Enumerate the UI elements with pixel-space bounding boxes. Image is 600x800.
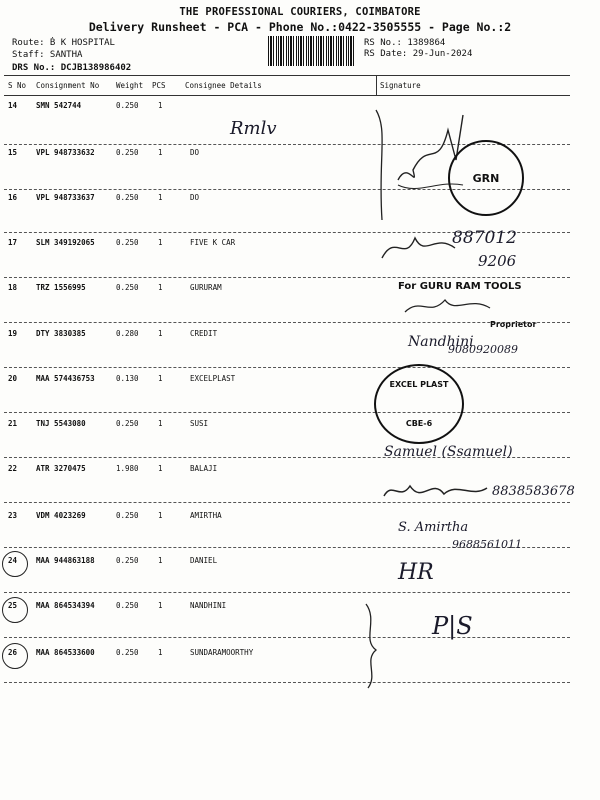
cell-consignee: FIVE K CAR [190,238,236,247]
cell-sno: 25 [8,601,18,610]
cell-pcs: 1 [158,556,163,565]
cell-weight: 0.130 [116,374,139,383]
signature-five-k-car [380,228,460,268]
cell-sno: 23 [8,511,18,520]
grn-stamp-text: GRN [472,171,500,185]
signature-gururam [400,292,510,320]
proprietor-label: Proprietor [490,320,537,329]
handwritten-ps: P|S [432,612,473,640]
cell-consignee: BALAJI [190,464,218,473]
cell-weight: 0.250 [116,511,139,520]
cell-sno: 14 [8,101,18,110]
cell-consignee: EXCELPLAST [190,374,236,383]
cell-pcs: 1 [158,374,163,383]
col-consignment: Consignment No [36,81,100,90]
cell-consignment: MAA 574436753 [36,374,95,383]
cell-weight: 0.250 [116,101,139,110]
cell-consignment: MAA 944863188 [36,556,95,565]
cell-consignee: DO [190,148,200,157]
row-separator [4,592,570,593]
signature-balaji [382,476,492,506]
rs-date: RS Date: 29-Jun-2024 [364,49,473,59]
handwritten-phone-1: 887012 [452,228,517,248]
handwritten-amirtha: S. Amirtha [398,520,469,535]
cell-pcs: 1 [158,511,163,520]
cell-consignee: CREDIT [190,329,218,338]
row-separator [4,277,570,278]
cell-sno: 21 [8,419,18,428]
cell-sno: 16 [8,193,18,202]
cell-consignee: GURURAM [190,283,222,292]
row-separator [4,682,570,683]
cell-weight: 0.250 [116,601,139,610]
cell-weight: 0.250 [116,283,139,292]
cell-consignment: MAA 864533600 [36,648,95,657]
row-separator [4,637,570,638]
runsheet-subtitle: Delivery Runsheet - PCA - Phone No.:0422-3505555 - Page No.:2 [88,20,512,34]
rs-number: RS No.: 1389864 [364,38,446,48]
cell-consignee: DANIEL [190,556,218,565]
cell-consignee: DO [190,193,200,202]
cell-consignment: VDM 4023269 [36,511,86,520]
cell-pcs: 1 [158,601,163,610]
cell-sno: 17 [8,238,18,247]
cell-consignment: VPL 948733637 [36,193,95,202]
cell-consignment: DTY 3830385 [36,329,86,338]
cell-consignment: SLM 349192065 [36,238,95,247]
col-weight: Weight [116,81,144,90]
cell-consignee: NANDHINI [190,601,227,610]
cell-consignee: AMIRTHA [190,511,222,520]
table-header-rule [4,95,570,96]
cell-pcs: 1 [158,193,163,202]
handwritten-rmlv: Rmlv [230,118,277,139]
route-line: Route: Ḃ K HOSPITAL [12,38,115,48]
excel-stamp-sub: CBE-6 [405,419,433,428]
cell-consignment: SMN 542744 [36,101,82,110]
handwritten-phone-2: 9206 [478,252,517,270]
handwritten-amirtha-phone: 9688561011 [452,538,522,551]
cell-consignment: MAA 864534394 [36,601,95,610]
cell-weight: 0.250 [116,419,139,428]
cell-pcs: 1 [158,238,163,247]
cell-pcs: 1 [158,329,163,338]
cell-sno: 20 [8,374,18,383]
cell-weight: 0.250 [116,193,139,202]
cell-consignment: TRZ 1556995 [36,283,86,292]
cell-pcs: 1 [158,464,163,473]
serial-circle-26 [2,643,28,669]
cell-pcs: 1 [158,648,163,657]
cell-sno: 18 [8,283,18,292]
handwritten-balaji-phone: 8838583678 [492,484,575,499]
cell-consignment: ATR 3270475 [36,464,86,473]
serial-circle-24 [2,551,28,577]
cell-pcs: 1 [158,148,163,157]
cell-weight: 1.980 [116,464,139,473]
guru-ram-stamp: For GURU RAM TOOLS [398,281,522,292]
cell-weight: 0.250 [116,556,139,565]
serial-circle-25 [2,597,28,623]
cell-pcs: 1 [158,419,163,428]
excel-stamp-text: EXCEL PLAST [389,380,449,389]
col-sno: S No [8,81,27,90]
row-separator [4,322,570,323]
cell-consignment: TNJ 5543080 [36,419,86,428]
col-pcs: PCS [152,81,166,90]
cell-sno: 19 [8,329,18,338]
staff-line: Staff: SANTHA [12,50,83,60]
col-consignee: Consignee Details [185,81,262,90]
handwritten-hr: HR [398,560,434,585]
handwritten-credit-phone: 9080920089 [448,343,518,356]
barcode [268,36,356,66]
table-top-rule [4,75,570,76]
cell-pcs: 1 [158,101,163,110]
company-title: THE PROFESSIONAL COURIERS, COIMBATORE [179,6,421,18]
handwritten-samuel: Samuel (Ssamuel) [384,444,513,460]
cell-sno: 15 [8,148,18,157]
cell-weight: 0.250 [116,238,139,247]
cell-sno: 24 [8,556,18,565]
row-separator [4,412,570,413]
cell-consignment: VPL 948733632 [36,148,95,157]
cell-weight: 0.250 [116,148,139,157]
excel-plast-stamp [374,364,464,444]
cell-weight: 0.250 [116,648,139,657]
bracket-mark [360,600,390,690]
cell-consignee: SUSI [190,419,209,428]
rmkv-fabrics-stamp [448,140,524,216]
handwritten-nandhini: Nandhini [408,334,474,350]
signature-column-divider [376,75,377,95]
col-signature: Signature [380,81,421,90]
cell-sno: 22 [8,464,18,473]
cell-weight: 0.280 [116,329,139,338]
cell-sno: 26 [8,648,18,657]
cell-pcs: 1 [158,283,163,292]
row-separator [4,367,570,368]
drs-number: DRS No.: DCJB138986402 [12,63,132,73]
cell-consignee: SUNDARAMOORTHY [190,648,254,657]
